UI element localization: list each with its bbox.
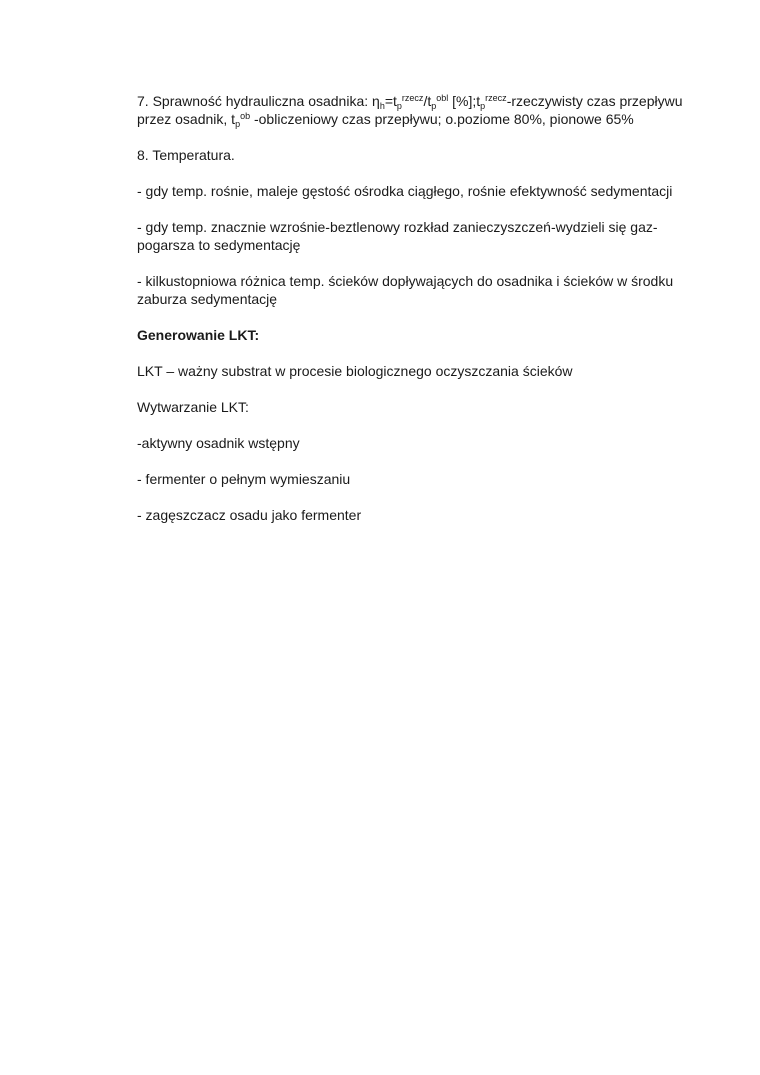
temperature-point: - gdy temp. rośnie, maleje gęstość ośrodka ciągłego, rośnie efektywność sedymentacji	[137, 183, 673, 199]
subscript: p	[431, 101, 437, 111]
subscript: h	[379, 101, 385, 111]
subscript: p	[235, 119, 241, 129]
lkt-definition: LKT – ważny substrat w procesie biologicznego oczyszczania ścieków	[137, 363, 573, 379]
superscript: ob	[240, 111, 251, 121]
section-8-heading: 8. Temperatura.	[137, 147, 235, 163]
section-7-paragraph	[137, 92, 697, 128]
superscript: rzecz	[485, 93, 507, 103]
page-content	[137, 92, 697, 542]
text-run: -obliczeniowy czas przepływu; o.poziome 80%, pionowe 65%	[250, 111, 634, 127]
subscript: p	[396, 101, 402, 111]
text-run: /t	[423, 93, 432, 109]
text-run: -rzeczywisty czas przepływu przez osadnik, t	[137, 93, 683, 127]
lkt-method: -aktywny osadnik wstępny	[137, 435, 300, 451]
lkt-method: - zagęszczacz osadu jako fermenter	[137, 507, 362, 523]
subscript: p	[480, 101, 486, 111]
superscript: obl	[436, 93, 449, 103]
lkt-method: - fermenter o pełnym wymieszaniu	[137, 471, 351, 487]
lkt-production-title: Wytwarzanie LKT:	[137, 399, 249, 415]
lkt-heading: Generowanie LKT:	[137, 327, 260, 343]
text-run: 7. Sprawność hydrauliczna osadnika: η	[137, 93, 380, 109]
text-run: =t	[384, 93, 397, 109]
temperature-point: - kilkustopniowa różnica temp. ścieków dopływających do osadnika i ścieków w środku zaburza sedymentację	[137, 273, 674, 307]
temperature-point: - gdy temp. znacznie wzrośnie-beztlenowy rozkład zanieczyszczeń-wydzieli się gaz- pogarsza to sedymentację	[137, 219, 658, 253]
text-run: [%];t	[448, 93, 481, 109]
superscript: rzecz	[401, 93, 424, 103]
